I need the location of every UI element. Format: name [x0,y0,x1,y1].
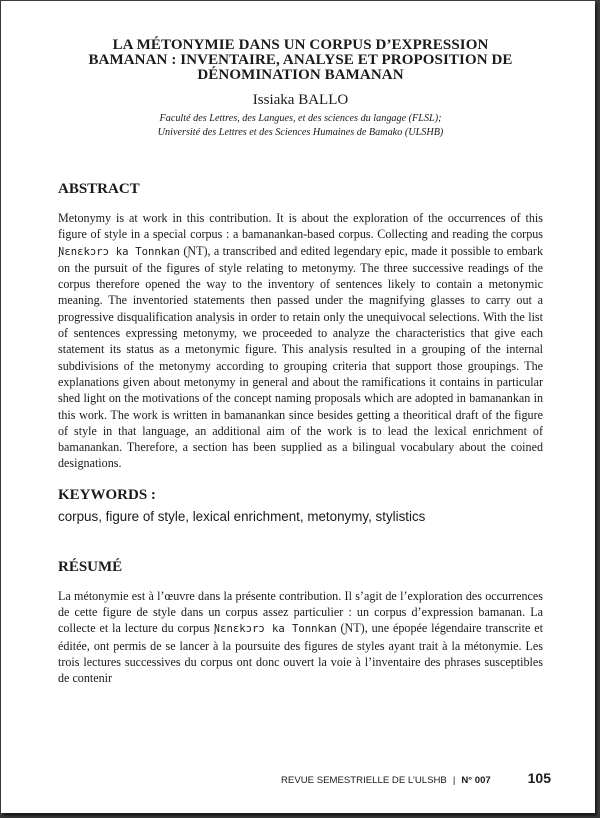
resume-text [58,588,543,687]
title-line-1: LA MÉTONYMIE DANS UN CORPUS D’EXPRESSION [112,37,489,53]
page-footer [281,770,551,786]
resume-text-start: La métonymie est à l’œuvre dans la présente contribution. Il s’agit de l’exploration des occurrences de cette figure de style dans un corpus assez particulier : un corpus d’expression bamanan. La collecte et la lecture du corpus [58,588,543,636]
paper-title [58,38,543,83]
abstract-text-end: (ƝT), a transcribed and edited legendary epic, made it possible to embark on the pursuit of the figures of style relating to metonymy. The three successive readings of the corpus therefore opened the way to the inventory of sentences likely to contain a metonymic meaning. The inventoried statements then passed under the magnifying glasses to carry out a progressive disqualification analysis in order to retain only the unequivocal selections. With the list of sentences expressing metonymy, we proceeded to analyze the characteristics that give each statement its status as a metonymic figure. This analysis resulted in a grouping of the internal subdivisions of the metonymy according to grouping criteria that support those groupings. The explanations given about metonymy in general and about the ramifications it contains in particular shed light on the motivations of the concept naming proposals which are adopted in bamanankan in this work. The work is written in bamanankan since besides getting a theoritical draft of the figure of style in that language, an additional aim of the work is to lead the lexical enrichment of bamanankan. Therefore, a section has been supplied as a bilingual vocabulary about the coined designations. [58,243,543,471]
footer-separator: | [452,775,456,786]
resume-heading: RÉSUMÉ [58,558,123,575]
affiliations [58,112,543,140]
affiliation-faculty: Faculté des Lettres, des Langues, et des sciences du langage (FLSL); [159,113,442,124]
abstract-text-start: Metonymy is at work in this contribution. It is about the exploration of the occurrences of this figure of style in a special corpus : a bamanankan-based corpus. Collecting and reading the corpus [58,211,543,242]
abstract-heading: ABSTRACT [58,181,140,197]
resume-corpus-name: Ɲɛnɛkɔrɔ ka Tonnkan [213,623,337,636]
issue-number: N° 007 [461,775,491,786]
title-line-3: DÉNOMINATION BAMANAN [197,67,404,83]
page-number: 105 [527,770,551,786]
abstract-corpus-name: Ɲɛnɛkɔrɔ ka Tonnkan [58,245,180,258]
page-content [58,38,543,699]
affiliation-university: Université des Lettres et des Sciences Humaines de Bamako (ULSHB) [157,127,444,138]
keywords-heading: KEYWORDS : [58,486,156,503]
title-line-2: BAMANAN : INVENTAIRE, ANALYSE ET PROPOSITION DE [88,52,513,68]
resume-text-end: (ƝT), une épopée légendaire transcrite et éditée, ont permis de se lancer à la poursuite des figures de styles ayant trait à la métonymie. Les trois lectures successives du corpus ont donc ouvert la voie à l’inventaire des phrases susceptibles de contenir [58,621,543,686]
journal-name: REVUE SEMESTRIELLE DE L’ULSHB [281,775,447,786]
keywords-list: corpus, figure of style, lexical enrichment, metonymy, stylistics [58,508,426,524]
paper-page [1,1,595,813]
abstract-text [58,210,543,472]
author-name: Issiaka BALLO [252,92,349,108]
